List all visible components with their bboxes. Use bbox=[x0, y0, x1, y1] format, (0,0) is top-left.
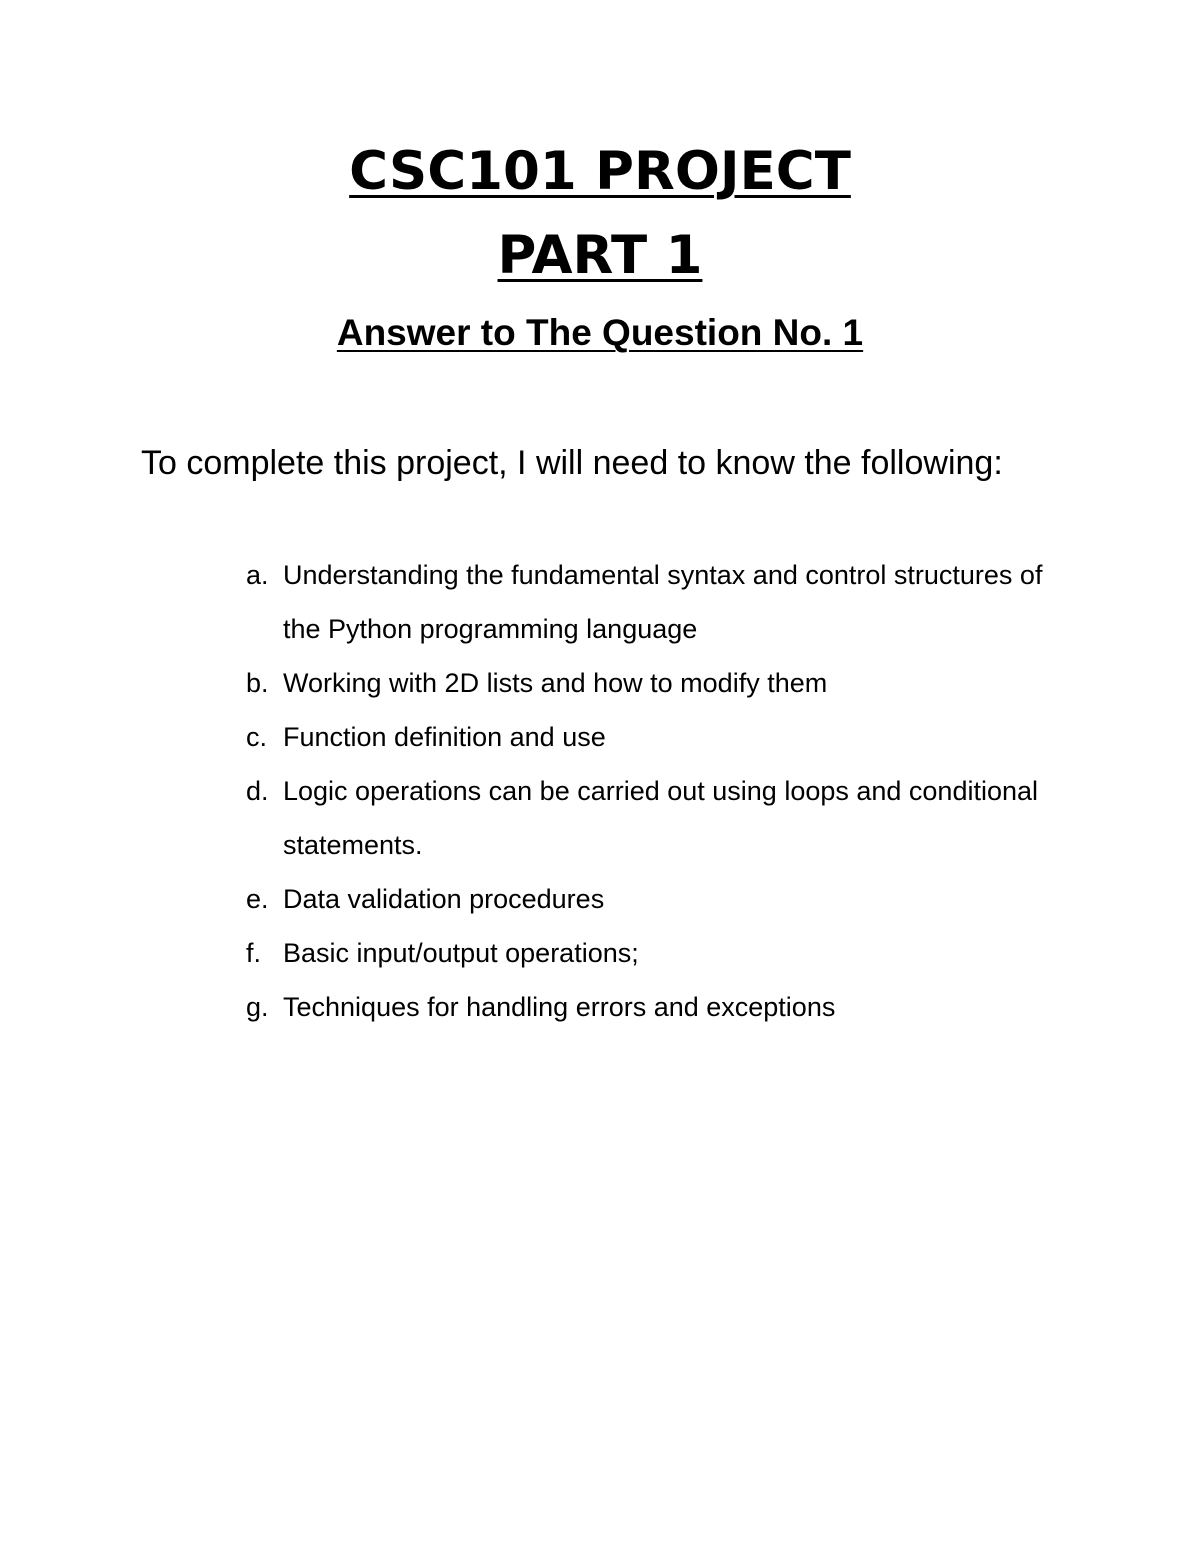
list-marker: b. bbox=[246, 668, 269, 698]
list-item bbox=[246, 710, 1046, 764]
list-marker: f. bbox=[246, 938, 262, 968]
list-marker: g. bbox=[246, 992, 269, 1022]
part-heading: PART 1 bbox=[497, 225, 703, 286]
list-item bbox=[246, 656, 1046, 710]
list-marker: e. bbox=[246, 884, 269, 914]
requirements-list bbox=[246, 548, 1046, 1034]
list-item bbox=[246, 764, 1046, 872]
list-item-text: Basic input/output operations; bbox=[283, 938, 639, 968]
question-heading: Answer to The Question No. 1 bbox=[336, 312, 864, 353]
intro-paragraph: To complete this project, I will need to know the following: bbox=[141, 444, 1003, 482]
list-item-text: Logic operations can be carried out using loops and conditional statements. bbox=[283, 776, 1039, 860]
list-item-text: Data validation procedures bbox=[283, 884, 605, 914]
list-marker: a. bbox=[246, 560, 269, 590]
list-item bbox=[246, 926, 1046, 980]
list-marker: c. bbox=[246, 722, 268, 752]
list-item-text: Function definition and use bbox=[283, 722, 606, 752]
list-item-text: Techniques for handling errors and exceptions bbox=[283, 992, 836, 1022]
list-item bbox=[246, 548, 1046, 656]
list-item bbox=[246, 980, 1046, 1034]
list-item-text: Working with 2D lists and how to modify them bbox=[283, 668, 828, 698]
list-item-text: Understanding the fundamental syntax and control structures of the Python programming language bbox=[283, 560, 1043, 644]
document-title: CSC101 PROJECT bbox=[349, 141, 851, 202]
list-item bbox=[246, 872, 1046, 926]
list-marker: d. bbox=[246, 776, 269, 806]
